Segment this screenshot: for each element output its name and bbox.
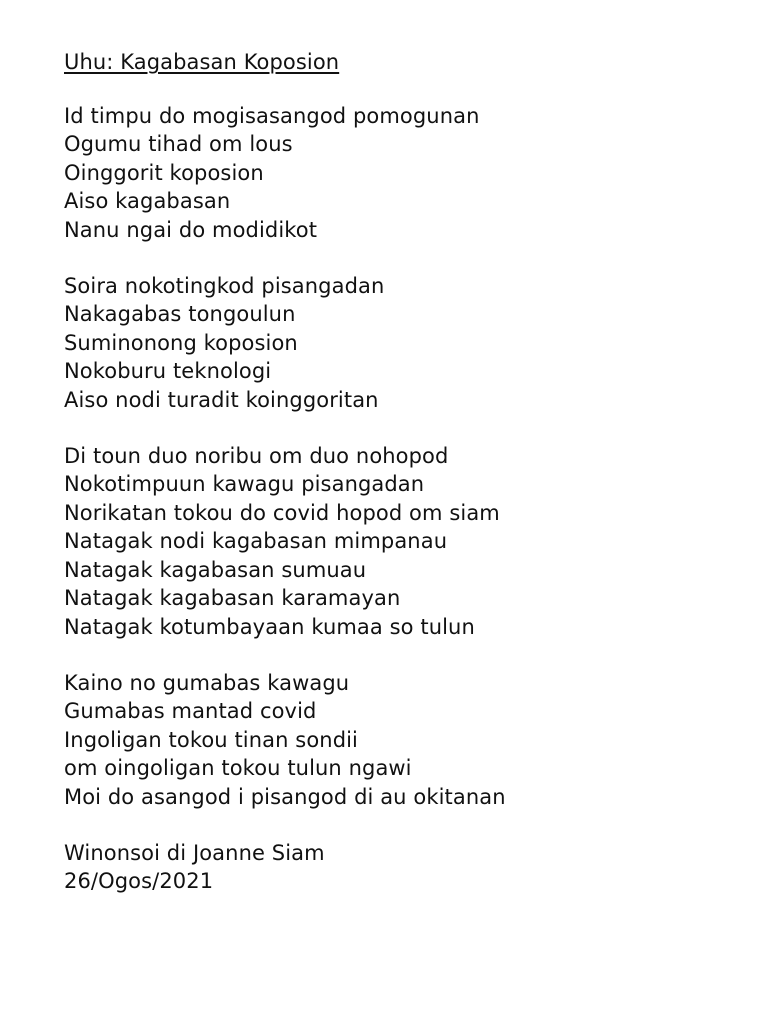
poem-line: Natagak kagabasan karamayan xyxy=(64,586,401,611)
poem-line: Suminonong koposion xyxy=(64,330,298,355)
poem-line: Di toun duo noribu om duo nohopod xyxy=(64,444,449,469)
poem-line: Natagak nodi kagabasan mimpanau xyxy=(64,529,448,554)
poem-line: Nokoburu teknologi xyxy=(64,359,272,384)
poem-line: Gumabas mantad covid xyxy=(64,699,317,724)
poem-line: Oinggorit koposion xyxy=(64,160,264,185)
poem-line: Natagak kagabasan sumuau xyxy=(64,557,367,582)
poem-line: Aiso kagabasan xyxy=(64,189,231,214)
poem-line: Moi do asangod i pisangod di au okitanan xyxy=(64,784,506,809)
poem-title: Uhu: Kagabasan Koposion xyxy=(64,50,340,74)
poem-line: Soira nokotingkod pisangadan xyxy=(64,274,385,299)
date-line: 26/Ogos/2021 xyxy=(64,869,214,894)
poem-line: Aiso nodi turadit koinggoritan xyxy=(64,387,379,412)
poem-line: Kaino no gumabas kawagu xyxy=(64,670,350,695)
poem-line: Nokotimpuun kawagu pisangadan xyxy=(64,472,425,497)
poem-text xyxy=(64,46,744,896)
stanza-3 xyxy=(64,442,744,641)
poem-line: Nakagabas tongoulun xyxy=(64,302,296,327)
poem-line: Norikatan tokou do covid hopod om siam xyxy=(64,500,500,525)
poem-line: Id timpu do mogisasangod pomogunan xyxy=(64,104,480,128)
author-line: Winonsoi di Joanne Siam xyxy=(64,840,325,865)
poem-line: om oingoligan tokou tulun ngawi xyxy=(64,756,412,781)
signature-block xyxy=(64,839,744,896)
stanza-1 xyxy=(64,102,744,244)
stanza-4 xyxy=(64,669,744,811)
poem-line: Ingoligan tokou tinan sondii xyxy=(64,727,358,752)
poem-line: Nanu ngai do modidikot xyxy=(64,217,318,242)
poem-line: Natagak kotumbayaan kumaa so tulun xyxy=(64,614,475,639)
poem-line: Ogumu tihad om lous xyxy=(64,132,293,157)
stanza-2 xyxy=(64,272,744,414)
